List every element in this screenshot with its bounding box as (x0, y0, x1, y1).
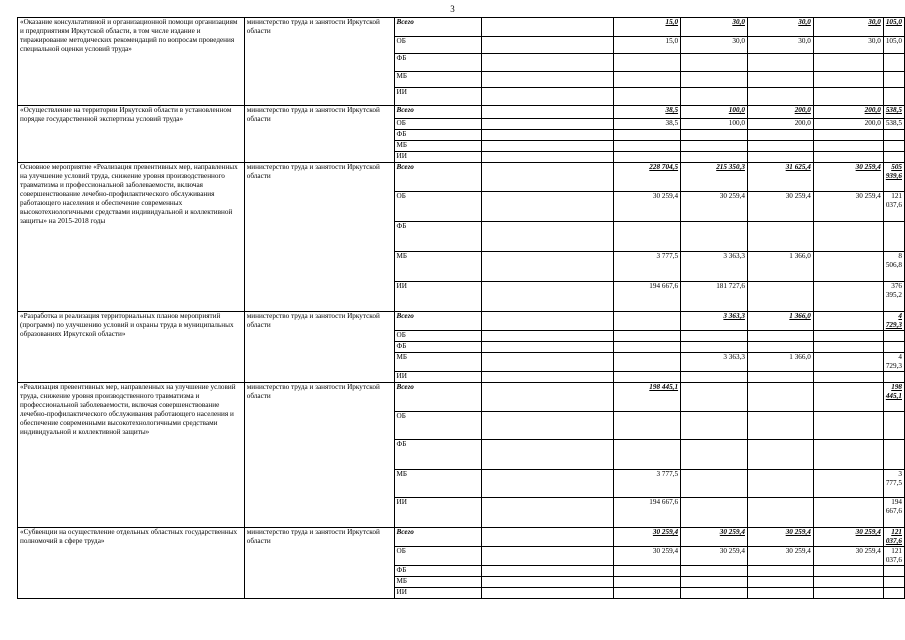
funding-source: Всего (394, 106, 482, 119)
value-2016 (681, 372, 748, 383)
value-2018 (813, 130, 883, 141)
funding-source: ФБ (394, 54, 482, 72)
value-total (883, 577, 904, 588)
value-2017 (747, 72, 813, 88)
value-2017: 30 259,4 (747, 528, 813, 547)
value-total (883, 222, 904, 252)
empty-cell (482, 312, 614, 331)
value-total (883, 331, 904, 342)
value-total (883, 141, 904, 152)
value-2018 (813, 588, 883, 599)
value-2018: 200,0 (813, 119, 883, 130)
activity-name: «Разработка и реализация территориальных планов мероприятий (программ) по улучшению условий и охраны труда в муниципальных образованиях Иркутской области» (18, 312, 245, 383)
funding-source: ИИ (394, 588, 482, 599)
empty-cell (482, 577, 614, 588)
value-2018 (813, 498, 883, 528)
value-2018 (813, 470, 883, 498)
value-total: 105,0 (883, 18, 904, 37)
value-2018: 30 259,4 (813, 163, 883, 192)
value-2018 (813, 54, 883, 72)
value-2016 (681, 577, 748, 588)
funding-source: ОБ (394, 331, 482, 342)
value-total (883, 88, 904, 106)
value-2015 (614, 566, 681, 577)
value-2015 (614, 152, 681, 163)
value-2018: 200,0 (813, 106, 883, 119)
activity-name: «Субвенции на осуществление отдельных областных государственных полномочий в сфере труда» (18, 528, 245, 599)
value-2018 (813, 312, 883, 331)
value-2016: 30 259,4 (681, 547, 748, 566)
value-2017: 1 366,0 (747, 312, 813, 331)
value-2016: 215 350,3 (681, 163, 748, 192)
value-2018 (813, 440, 883, 470)
value-2017 (747, 372, 813, 383)
value-2017 (747, 383, 813, 412)
funding-source: ФБ (394, 222, 482, 252)
table-row (18, 383, 905, 412)
value-2018 (813, 372, 883, 383)
value-2018 (813, 282, 883, 312)
funding-source: ИИ (394, 282, 482, 312)
funding-source: ОБ (394, 412, 482, 440)
value-2015 (614, 353, 681, 372)
empty-cell (482, 412, 614, 440)
value-2016: 3 363,3 (681, 252, 748, 282)
value-total (883, 152, 904, 163)
value-2017: 200,0 (747, 119, 813, 130)
activity-name: «Оказание консультативной и организационной помощи организациям и предприятиям Иркутской области, в том числе издание и тиражирование методических рекомендаций по вопросам проведения специальной оценки условий труда» (18, 18, 245, 106)
empty-cell (482, 470, 614, 498)
funding-source: ОБ (394, 37, 482, 54)
executor: министерство труда и занятости Иркутской области (244, 106, 394, 163)
value-2016 (681, 88, 748, 106)
value-2017: 30,0 (747, 37, 813, 54)
funding-source: МБ (394, 141, 482, 152)
value-2018 (813, 252, 883, 282)
funding-source: ФБ (394, 566, 482, 577)
value-total: 3 777,5 (883, 470, 904, 498)
value-total: 121 037,6 (883, 528, 904, 547)
value-2016 (681, 383, 748, 412)
value-2016 (681, 440, 748, 470)
value-2015: 38,5 (614, 119, 681, 130)
empty-cell (482, 141, 614, 152)
value-2017 (747, 440, 813, 470)
empty-cell (482, 119, 614, 130)
funding-source: МБ (394, 470, 482, 498)
value-2016 (681, 342, 748, 353)
value-2015: 15,0 (614, 37, 681, 54)
budget-table (17, 17, 905, 599)
value-2015 (614, 331, 681, 342)
funding-source: ОБ (394, 192, 482, 222)
table-row (18, 106, 905, 119)
funding-source: МБ (394, 353, 482, 372)
value-2018 (813, 412, 883, 440)
value-2015 (614, 312, 681, 331)
value-2017: 30 259,4 (747, 192, 813, 222)
empty-cell (482, 222, 614, 252)
value-2015 (614, 588, 681, 599)
value-2017: 30 259,4 (747, 547, 813, 566)
value-2017 (747, 54, 813, 72)
value-total (883, 566, 904, 577)
empty-cell (482, 106, 614, 119)
value-2015 (614, 440, 681, 470)
value-2015 (614, 577, 681, 588)
value-2016 (681, 152, 748, 163)
empty-cell (482, 72, 614, 88)
value-2016 (681, 498, 748, 528)
funding-source: МБ (394, 72, 482, 88)
value-2016 (681, 54, 748, 72)
value-2015 (614, 88, 681, 106)
value-2015: 228 704,5 (614, 163, 681, 192)
value-2016 (681, 72, 748, 88)
value-2017 (747, 588, 813, 599)
value-2015 (614, 72, 681, 88)
value-2017 (747, 141, 813, 152)
funding-source: ФБ (394, 342, 482, 353)
value-2016 (681, 412, 748, 440)
value-2017 (747, 498, 813, 528)
value-2015: 30 259,4 (614, 547, 681, 566)
empty-cell (482, 353, 614, 372)
empty-cell (482, 54, 614, 72)
value-2018 (813, 88, 883, 106)
empty-cell (482, 342, 614, 353)
value-2015: 3 777,5 (614, 470, 681, 498)
table-row (18, 528, 905, 547)
empty-cell (482, 372, 614, 383)
value-2017: 31 625,4 (747, 163, 813, 192)
value-2015: 38,5 (614, 106, 681, 119)
empty-cell (482, 37, 614, 54)
value-2016: 181 727,6 (681, 282, 748, 312)
value-2015 (614, 141, 681, 152)
value-2018 (813, 383, 883, 412)
empty-cell (482, 192, 614, 222)
value-2015: 30 259,4 (614, 192, 681, 222)
value-2016: 30 259,4 (681, 528, 748, 547)
value-2017 (747, 130, 813, 141)
value-2016 (681, 331, 748, 342)
value-2016: 3 363,3 (681, 312, 748, 331)
value-2018: 30,0 (813, 37, 883, 54)
empty-cell (482, 498, 614, 528)
empty-cell (482, 18, 614, 37)
value-total (883, 72, 904, 88)
value-total: 8 506,8 (883, 252, 904, 282)
value-2015 (614, 130, 681, 141)
empty-cell (482, 440, 614, 470)
value-2017: 1 366,0 (747, 353, 813, 372)
funding-source: ИИ (394, 372, 482, 383)
value-2016: 30 259,4 (681, 192, 748, 222)
value-2017: 30,0 (747, 18, 813, 37)
value-2015 (614, 412, 681, 440)
value-2016: 30,0 (681, 37, 748, 54)
value-total: 4 729,3 (883, 312, 904, 331)
activity-name: «Реализация превентивных мер, направленных на улучшение условий труда, снижение уровня производственного травматизма и профессиональной заболеваемости, включая совершенствование лечебно-профилактического обслуживания работающего населения и обеспечение современными высокотехнологичными средствами индивидуальной и коллективной защиты» (18, 383, 245, 528)
value-total: 376 395,2 (883, 282, 904, 312)
value-2015: 198 445,1 (614, 383, 681, 412)
empty-cell (482, 282, 614, 312)
funding-source: МБ (394, 252, 482, 282)
empty-cell (482, 163, 614, 192)
budget-table-body (18, 18, 905, 599)
value-2016: 100,0 (681, 106, 748, 119)
empty-cell (482, 252, 614, 282)
value-2017: 1 366,0 (747, 252, 813, 282)
empty-cell (482, 566, 614, 577)
value-2018 (813, 577, 883, 588)
funding-source: ФБ (394, 130, 482, 141)
activity-name: Основное мероприятие «Реализация превентивных мер, направленных на улучшение условий труда, снижение уровня производственного травматизма и профессиональной заболеваемости, включая совершенствование лечебно-профилактического обслуживания работающего населения и обеспечение современных высокотехнологичными средствами индивидуальной и коллективной защиты» на 2015-2018 годы (18, 163, 245, 312)
empty-cell (482, 130, 614, 141)
funding-source: ОБ (394, 119, 482, 130)
executor: министерство труда и занятости Иркутской области (244, 312, 394, 383)
empty-cell (482, 152, 614, 163)
value-2016: 100,0 (681, 119, 748, 130)
value-2017 (747, 566, 813, 577)
value-total: 105,0 (883, 37, 904, 54)
table-row (18, 163, 905, 192)
value-2018 (813, 141, 883, 152)
value-total (883, 372, 904, 383)
value-2017 (747, 412, 813, 440)
value-2017 (747, 88, 813, 106)
funding-source: Всего (394, 163, 482, 192)
value-2018 (813, 353, 883, 372)
value-total: 198 445,1 (883, 383, 904, 412)
value-2017 (747, 222, 813, 252)
value-2017 (747, 577, 813, 588)
value-2015 (614, 54, 681, 72)
value-2016 (681, 470, 748, 498)
value-2017 (747, 331, 813, 342)
value-total (883, 588, 904, 599)
value-2018 (813, 566, 883, 577)
executor: министерство труда и занятости Иркутской области (244, 163, 394, 312)
funding-source: Всего (394, 312, 482, 331)
empty-cell (482, 331, 614, 342)
value-total (883, 440, 904, 470)
funding-source: Всего (394, 383, 482, 412)
value-2018: 30,0 (813, 18, 883, 37)
value-2017: 200,0 (747, 106, 813, 119)
value-total: 121 037,6 (883, 547, 904, 566)
value-2018: 30 259,4 (813, 547, 883, 566)
funding-source: ИИ (394, 88, 482, 106)
value-total: 538,5 (883, 106, 904, 119)
value-2016 (681, 566, 748, 577)
funding-source: ОБ (394, 547, 482, 566)
empty-cell (482, 383, 614, 412)
value-2017 (747, 470, 813, 498)
executor: министерство труда и занятости Иркутской области (244, 383, 394, 528)
funding-source: МБ (394, 577, 482, 588)
value-2017 (747, 342, 813, 353)
funding-source: Всего (394, 18, 482, 37)
empty-cell (482, 88, 614, 106)
value-2016: 3 363,3 (681, 353, 748, 372)
value-2015: 3 777,5 (614, 252, 681, 282)
value-2018: 30 259,4 (813, 528, 883, 547)
funding-source: Всего (394, 528, 482, 547)
value-total (883, 342, 904, 353)
funding-source: ФБ (394, 440, 482, 470)
empty-cell (482, 588, 614, 599)
executor: министерство труда и занятости Иркутской области (244, 528, 394, 599)
value-2018 (813, 222, 883, 252)
value-2017 (747, 152, 813, 163)
value-2016 (681, 222, 748, 252)
value-2018 (813, 342, 883, 353)
value-2016 (681, 141, 748, 152)
value-2017 (747, 282, 813, 312)
value-2018: 30 259,4 (813, 192, 883, 222)
value-2016: 30,0 (681, 18, 748, 37)
value-total (883, 412, 904, 440)
empty-cell (482, 547, 614, 566)
value-2015: 30 259,4 (614, 528, 681, 547)
value-total: 505 939,6 (883, 163, 904, 192)
table-row (18, 18, 905, 37)
executor: министерство труда и занятости Иркутской области (244, 18, 394, 106)
table-row (18, 312, 905, 331)
value-total: 538,5 (883, 119, 904, 130)
value-total: 121 037,6 (883, 192, 904, 222)
empty-cell (482, 528, 614, 547)
value-total (883, 130, 904, 141)
value-2015 (614, 372, 681, 383)
value-2015 (614, 342, 681, 353)
page-number: 3 (450, 4, 455, 14)
value-2015: 194 667,6 (614, 498, 681, 528)
value-total: 194 667,6 (883, 498, 904, 528)
value-total (883, 54, 904, 72)
funding-source: ИИ (394, 152, 482, 163)
value-total: 4 729,3 (883, 353, 904, 372)
activity-name: «Осуществление на территории Иркутской области в установленном порядке государственной экспертизы условий труда» (18, 106, 245, 163)
value-2016 (681, 588, 748, 599)
value-2015: 194 667,6 (614, 282, 681, 312)
value-2018 (813, 72, 883, 88)
value-2016 (681, 130, 748, 141)
funding-source: ИИ (394, 498, 482, 528)
value-2018 (813, 152, 883, 163)
value-2015: 15,0 (614, 18, 681, 37)
value-2015 (614, 222, 681, 252)
value-2018 (813, 331, 883, 342)
